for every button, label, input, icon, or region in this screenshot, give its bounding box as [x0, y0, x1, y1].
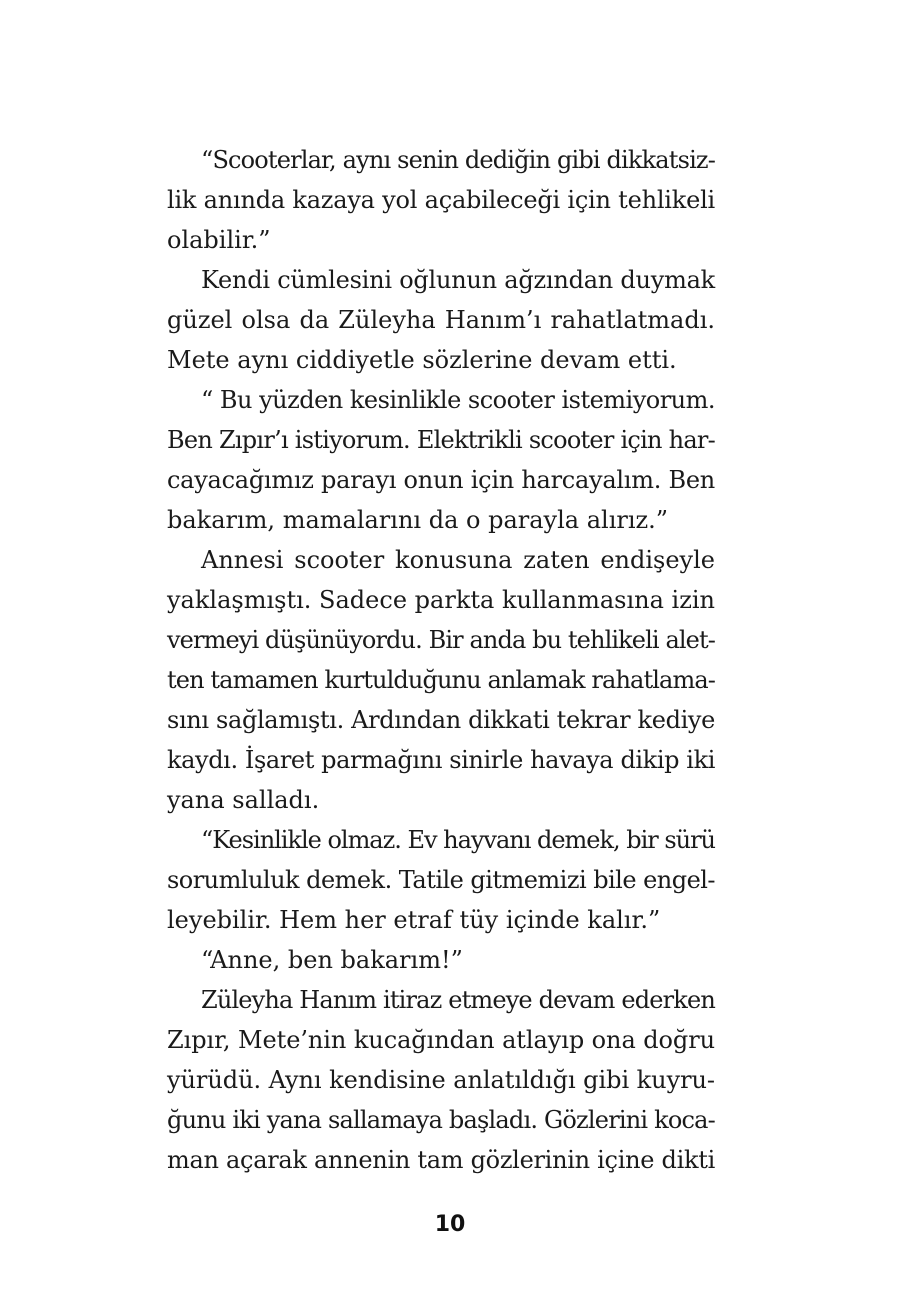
paragraph	[167, 820, 715, 940]
page-number: 10	[434, 1212, 466, 1237]
paragraph	[167, 940, 715, 980]
paragraph	[167, 540, 715, 820]
text-line: vermeyi düşünüyordu. Bir anda bu tehlikeli alet-	[167, 626, 715, 654]
text-line: Annesi scooter konusuna zaten endişeyle	[201, 546, 715, 574]
text-line: güzel olsa da Züleyha Hanım’ı rahatlatmadı.	[167, 306, 715, 334]
text-line: ten tamamen kurtulduğunu anlamak rahatlama-	[167, 666, 715, 694]
text-line: “ Bu yüzden kesinlikle scooter istemiyorum.	[201, 386, 716, 414]
text-line: Kendi cümlesini oğlunun ağzından duymak	[201, 266, 715, 294]
text-line: sını sağlamıştı. Ardından dikkati tekrar kediye	[167, 706, 715, 734]
text-line: Ben Zıpır’ı istiyorum. Elektrikli scooter için har-	[167, 426, 716, 454]
text-line: yaklaşmıştı. Sadece parkta kullanmasına izin	[167, 586, 715, 614]
paragraph	[167, 260, 715, 380]
paragraph	[167, 980, 715, 1180]
paragraph	[167, 380, 715, 540]
text-line: Züleyha Hanım itiraz etmeye devam ederken	[201, 986, 715, 1014]
text-line: ğunu iki yana sallamaya başladı. Gözlerini koca-	[167, 1106, 716, 1134]
text-line: lik anında kazaya yol açabileceği için tehlikeli	[167, 186, 715, 214]
text-line: “Scooterlar, aynı senin dediğin gibi dikkatsiz-	[201, 146, 716, 174]
text-line: Mete aynı ciddiyetle sözlerine devam etti.	[167, 346, 677, 374]
text-line: cayacağımız parayı onun için harcayalım. Ben	[167, 466, 715, 494]
text-line: leyebilir. Hem her etraf tüy içinde kalır.”	[167, 906, 661, 934]
text-line: yana salladı.	[167, 786, 320, 814]
text-line: “Anne, ben bakarım!”	[201, 946, 463, 974]
text-line: kaydı. İşaret parmağını sinirle havaya dikip iki	[167, 746, 715, 774]
body-text	[167, 140, 715, 1180]
text-line: bakarım, mamalarını da o parayla alırız.”	[167, 506, 669, 534]
text-line: sorumluluk demek. Tatile gitmemizi bile engel-	[167, 866, 715, 894]
text-line: olabilir.”	[167, 226, 271, 254]
text-line: “Kesinlikle olmaz. Ev hayvanı demek, bir sürü	[201, 826, 715, 854]
text-line: Zıpır, Mete’nin kucağından atlayıp ona doğru	[167, 1026, 715, 1054]
text-line: man açarak annenin tam gözlerinin içine dikti	[167, 1146, 715, 1174]
paragraph	[167, 140, 715, 260]
text-line: yürüdü. Aynı kendisine anlatıldığı gibi kuyru-	[167, 1066, 716, 1094]
